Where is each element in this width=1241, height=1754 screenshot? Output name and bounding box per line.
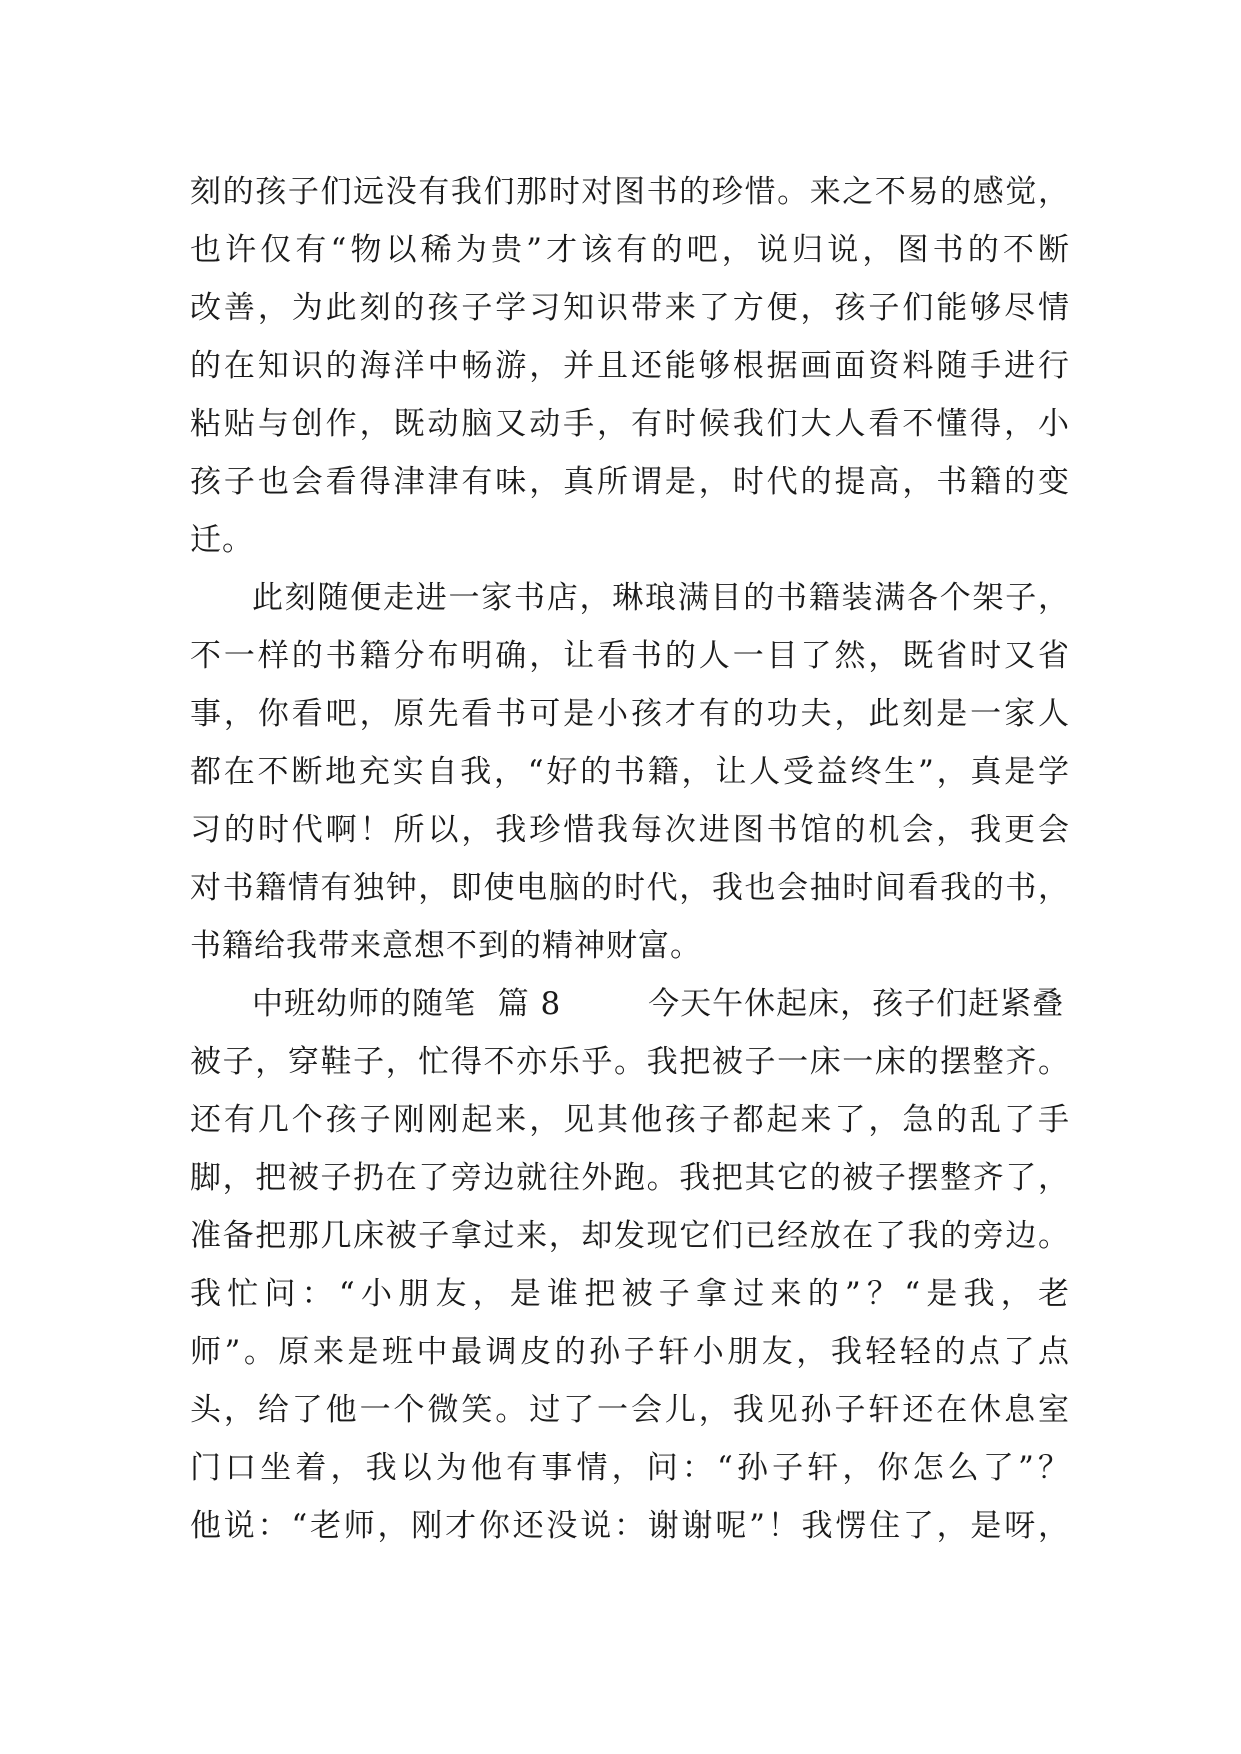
text-line-15: 中班幼师的随笔 篇 8 今天午休起床，孩子们赶紧叠 xyxy=(252,986,1065,1022)
text-line-24: 他说：“老师，刚才你还没说：谢谢呢”！我愣住了，是呀， xyxy=(190,1508,1070,1544)
text-line-13: 对书籍情有独钟，即使电脑的时代，我也会抽时间看我的书， xyxy=(190,870,1070,906)
text-line-5: 粘贴与创作，既动脑又动手，有时候我们大人看不懂得，小 xyxy=(190,406,1070,442)
text-line-22: 头，给了他一个微笑。过了一会儿，我见孙子轩还在休息室 xyxy=(190,1392,1070,1428)
text-line-11: 都在不断地充实自我，“好的书籍，让人受益终生”，真是学 xyxy=(190,754,1070,790)
text-line-18: 脚，把被子扔在了旁边就往外跑。我把其它的被子摆整齐了， xyxy=(190,1160,1070,1196)
text-line-6: 孩子也会看得津津有味，真所谓是，时代的提高，书籍的变 xyxy=(190,464,1070,500)
text-line-23: 门口坐着，我以为他有事情，问：“孙子轩，你怎么了”？ xyxy=(190,1450,1070,1486)
text-line-20: 我忙问：“小朋友，是谁把被子拿过来的”？“是我，老 xyxy=(190,1276,1070,1312)
text-line-19: 准备把那几床被子拿过来，却发现它们已经放在了我的旁边。 xyxy=(190,1218,1070,1254)
text-line-9: 不一样的书籍分布明确，让看书的人一目了然，既省时又省 xyxy=(190,638,1070,674)
text-line-1: 刻的孩子们远没有我们那时对图书的珍惜。来之不易的感觉， xyxy=(190,174,1070,210)
text-line-7: 迁。 xyxy=(190,522,254,558)
text-line-8: 此刻随便走进一家书店，琳琅满目的书籍装满各个架子， xyxy=(252,580,1070,616)
text-line-4: 的在知识的海洋中畅游，并且还能够根据画面资料随手进行 xyxy=(190,348,1070,384)
text-line-3: 改善，为此刻的孩子学习知识带来了方便，孩子们能够尽情 xyxy=(190,290,1070,326)
text-line-14: 书籍给我带来意想不到的精神财富。 xyxy=(190,928,702,964)
text-line-2: 也许仅有“物以稀为贵”才该有的吧，说归说，图书的不断 xyxy=(190,232,1070,268)
text-line-21: 师”。原来是班中最调皮的孙子轩小朋友，我轻轻的点了点 xyxy=(190,1334,1070,1370)
body-text xyxy=(190,163,1070,1555)
text-line-16: 被子，穿鞋子，忙得不亦乐乎。我把被子一床一床的摆整齐。 xyxy=(190,1044,1070,1080)
text-line-10: 事，你看吧，原先看书可是小孩才有的功夫，此刻是一家人 xyxy=(190,696,1070,732)
text-line-12: 习的时代啊！所以，我珍惜我每次进图书馆的机会，我更会 xyxy=(190,812,1070,848)
text-line-17: 还有几个孩子刚刚起来，见其他孩子都起来了，急的乱了手 xyxy=(190,1102,1070,1138)
